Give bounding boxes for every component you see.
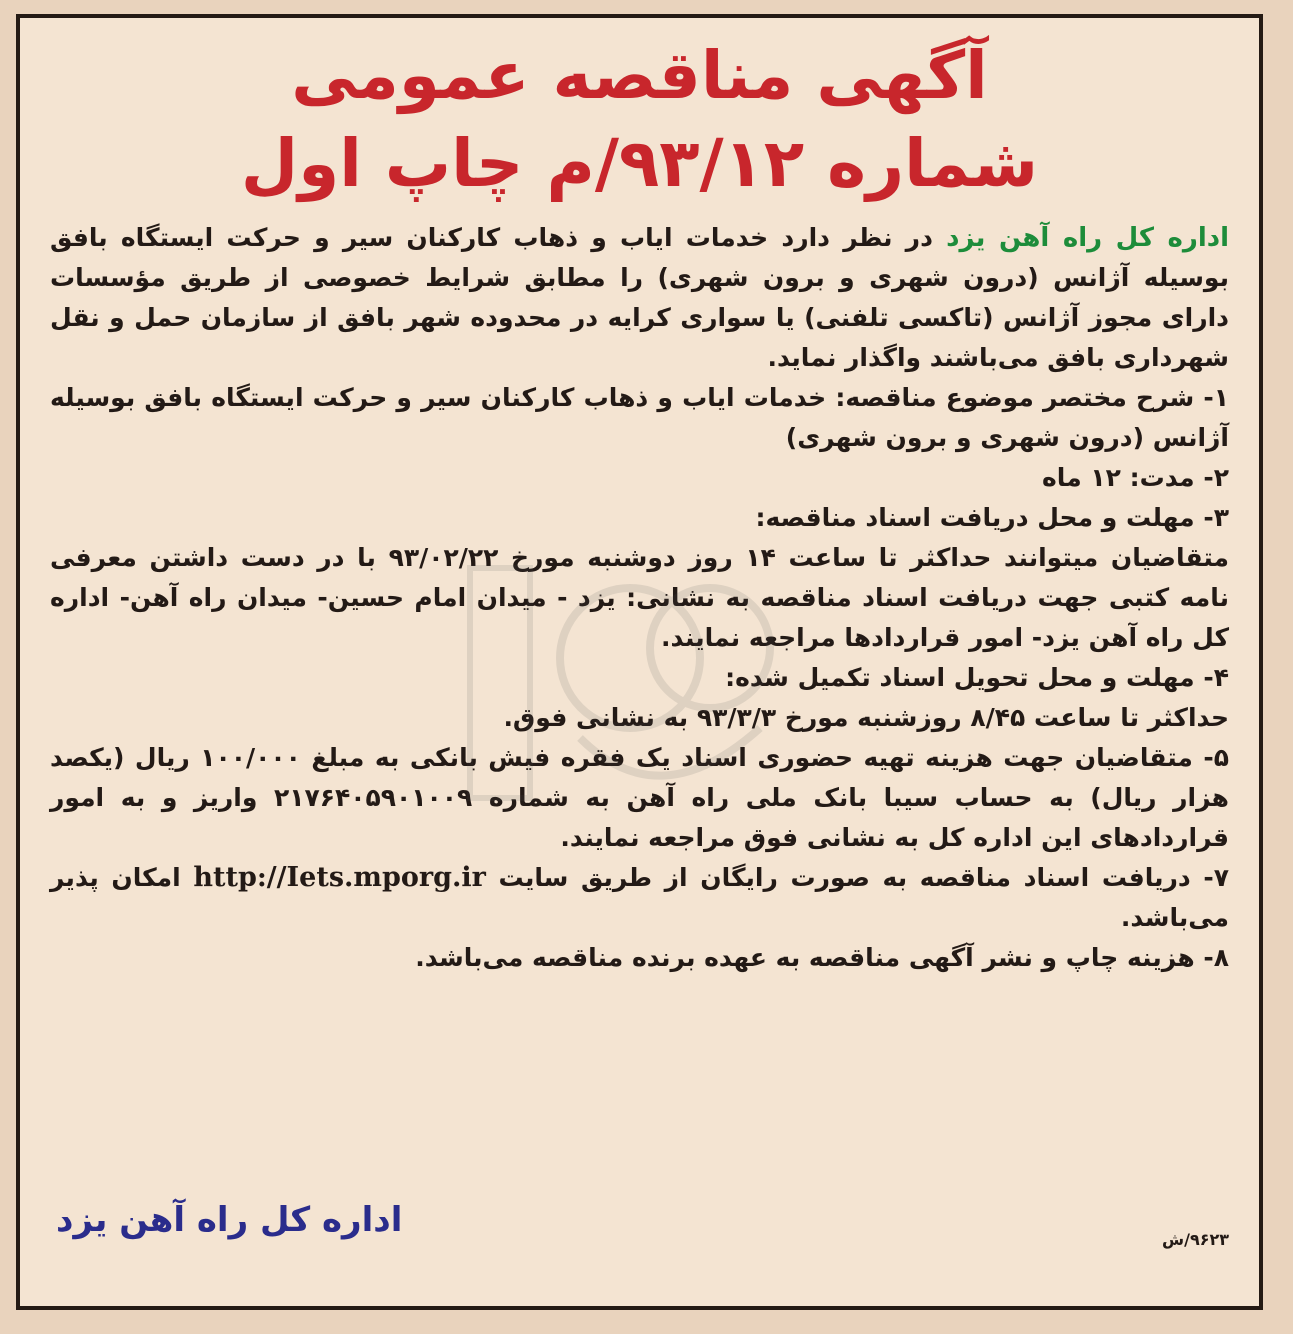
ad-body [50, 218, 1229, 978]
ad-footer [36, 1196, 1243, 1266]
intro-text: در نظر دارد خدمات ایاب و ذهاب کارکنان سیر و حرکت ایستگاه بافق بوسیله آژانس (درون شهری و برون شهری) را مطابق شرایط خصوصی از طریق مؤسسات دارای مجوز آژانس (تاکسی تلفنی) یا سواری کرایه در محدوده شهر بافق از سازمان حمل و نقل شهرداری بافق می‌باشند واگذار نماید. [50, 223, 1229, 372]
item-1: ۱- شرح مختصر موضوع مناقصه: خدمات ایاب و ذهاب کارکنان سیر و حرکت ایستگاه بافق بوسیله آژانس (درون شهری و برون شهری) [50, 383, 1229, 452]
item-3: ۳- مهلت و محل دریافت اسناد مناقصه: [755, 503, 1229, 532]
item-7-text: ۷- دریافت اسناد مناقصه به صورت رایگان از طریق سایت [485, 863, 1229, 892]
item-7 [50, 858, 1229, 938]
item-8: ۸- هزینه چاپ و نشر آگهی مناقصه به عهده برنده مناقصه می‌باشد. [415, 943, 1229, 972]
ref-code: ۹۶۲۳/ش [1162, 1230, 1229, 1249]
item-7-tail: امکان پذیر می‌باشد. [50, 863, 1229, 932]
ad-number: شماره ۹۳/۱۲/م چاپ اول [240, 125, 1039, 202]
ad-content [36, 28, 1243, 1296]
intro-paragraph [50, 218, 1229, 378]
ad-title: آگهی مناقصه عمومی [291, 37, 988, 114]
item-5: ۵- متقاضیان جهت هزینه تهیه حضوری اسناد یک فقره فیش بانکی به مبلغ ۱۰۰/۰۰۰ ریال (یکصد هزار ریال) به حساب سیبا بانک ملی راه آهن به شماره ۲۱۷۶۴۰۵۹۰۱۰۰۹ واریز و به امور قراردادهای این اداره کل به نشانی فوق مراجعه نمایند. [50, 743, 1229, 852]
item-3-detail: متقاضیان میتوانند حداکثر تا ساعت ۱۴ روز دوشنبه مورخ ۹۳/۰۲/۲۲ با در دست داشتن معرفی نامه کتبی جهت دریافت اسناد مناقصه به نشانی: یزد - میدان امام حسین- میدان راه آهن- اداره کل راه آهن یزد- امور قراردادها مراجعه نمایند. [50, 543, 1230, 652]
ad-frame [16, 14, 1263, 1310]
signature: اداره کل راه آهن یزد [56, 1200, 403, 1240]
website-url: http://Iets.mporg.ir [193, 862, 486, 893]
org-name: اداره کل راه آهن یزد [946, 223, 1229, 253]
item-4: ۴- مهلت و محل تحویل اسناد تکمیل شده: [725, 663, 1229, 692]
item-4-detail: حداکثر تا ساعت ۸/۴۵ روزشنبه مورخ ۹۳/۳/۳ به نشانی فوق. [503, 703, 1229, 732]
item-2: ۲- مدت: ۱۲ ماه [1042, 463, 1229, 492]
